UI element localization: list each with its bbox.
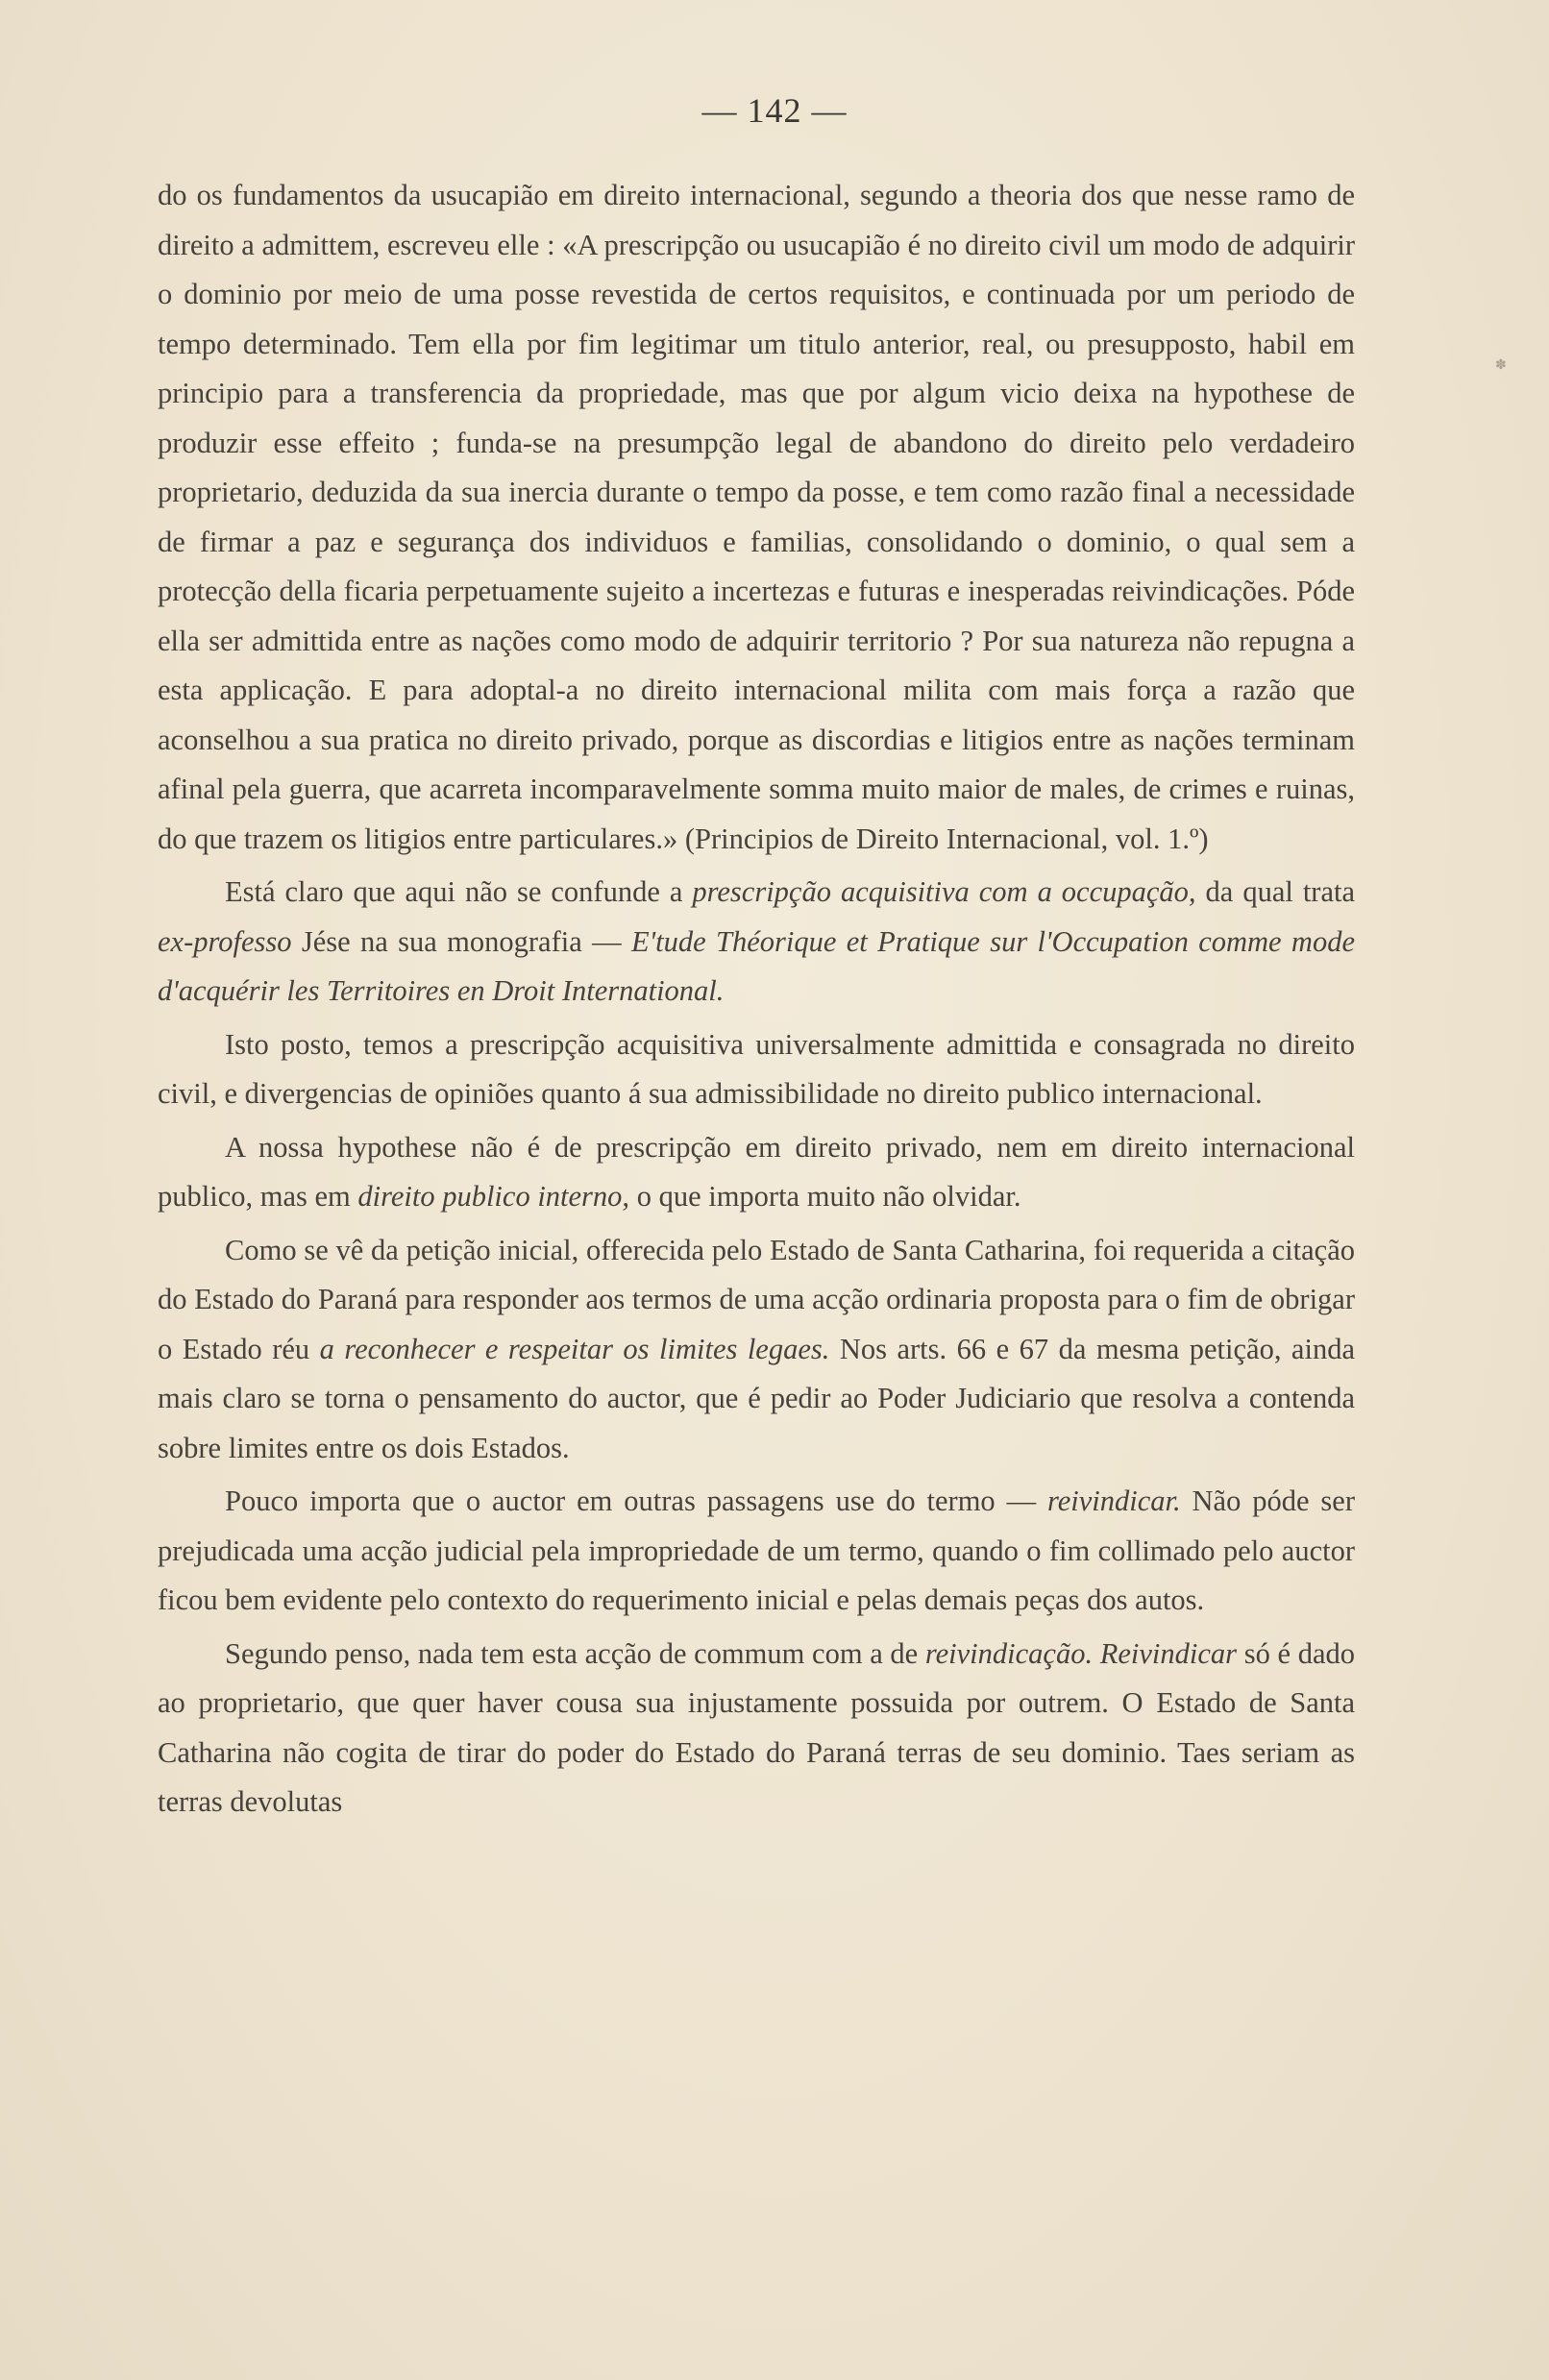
paragraph — [158, 1020, 1355, 1119]
text-run: Está claro que aqui não se confunde a — [225, 875, 693, 908]
text-run: Segundo penso, nada tem esta acção de commum com a de — [225, 1636, 925, 1670]
page-number: — 142 — — [701, 91, 848, 130]
italic-text: prescripção acquisitiva com a occupação, — [692, 875, 1196, 908]
paragraph — [158, 171, 1355, 864]
paragraph — [158, 1630, 1355, 1828]
text-run: só é dado ao proprietario, que quer haver cousa sua injustamente possuida por outrem. O Estado de Santa Catharina não cogita de tirar do poder do Estado do Paraná terras de seu dominio. Taes seriam as terras devolutas — [158, 1636, 1355, 1818]
text-run: Como se vê da petição inicial, offerecida pelo Estado de Santa Catharina, foi requerida a citação do Estado do Paraná para responder aos termos de uma acção ordinaria proposta para o fim de obrigar o Estado réu — [158, 1233, 1355, 1365]
text-run: Pouco importa que o auctor em outras passagens use do termo — — [225, 1484, 1047, 1517]
italic-text: direito publico interno, — [357, 1180, 630, 1213]
text-run: Jése na sua monografia — — [291, 924, 631, 958]
italic-text: a reconhecer e respeitar os limites legaes. — [319, 1332, 830, 1365]
text-run: Isto posto, temos a prescripção acquisitiva universalmente admittida e consagrada no direito civil, e divergencias de opiniões quanto á sua admissibilidade no direito publico internacional. — [158, 1027, 1355, 1110]
text-run: Não póde ser prejudicada uma acção judicial pela impropriedade de um termo, quando o fim collimado pelo auctor ficou bem evidente pelo contexto do requerimento inicial e pelas demais peças dos autos. — [158, 1484, 1355, 1616]
text-run: Nos arts. 66 e 67 da mesma petição, ainda mais claro se torna o pensamento do auctor, que é pedir ao Poder Judiciario que resolva a contenda sobre limites entre os dois Estados. — [158, 1332, 1355, 1464]
paragraph — [158, 1477, 1355, 1626]
ink-smudge-mark: ✽ — [1495, 358, 1507, 373]
paragraph — [158, 868, 1355, 1017]
paragraph — [158, 1123, 1355, 1222]
italic-text: ex-professo — [158, 924, 292, 958]
italic-text: reivindicação. Reivindicar — [924, 1636, 1238, 1670]
italic-text: E'tude Théorique et Pratique sur l'Occupation comme mode d'acquérir les Territoires en Droit International. — [158, 924, 1355, 1007]
text-run: o que importa muito não olvidar. — [629, 1180, 1021, 1213]
text-run: A nossa hypothese não é de prescripção em direito privado, nem em direito internacional publico, mas em — [158, 1130, 1355, 1213]
text-run: do os fundamentos da usucapião em direito internacional, segundo a theoria dos que nesse ramo de direito a admittem, escreveu elle : «A prescripção ou usucapião é no direito civil um modo de adquirir o dominio por meio de uma posse revestida de certos requisitos, e continuada por um periodo de tempo determinado. Tem ella por fim legitimar um titulo anterior, real, ou presupposto, habil em principio para a transferencia da propriedade, mas que por algum vicio deixa na hypothese de produzir esse effeito ; funda-se na presumpção legal de abandono do direito pelo verdadeiro proprietario, deduzida da sua inercia durante o tempo da posse, e tem como razão final a necessidade de firmar a paz e segurança dos individuos e familias, consolidando o dominio, o qual sem a protecção della ficaria perpetuamente sujeito a incertezas e futuras e inesperadas reivindicações. Póde ella ser admittida entre as nações como modo de adquirir territorio ? Por sua natureza não repugna a esta applicação. E para adoptal-a no direito internacional milita com mais força a razão que aconselhou a sua pratica no direito privado, porque as discordias e litigios entre as nações terminam afinal pela guerra, que acarreta incomparavelmente somma muito maior de males, de crimes e ruinas, do que trazem os litigios entre particulares.» (Principios de Direito Internacional, vol. 1.º) — [158, 179, 1355, 855]
text-run: da qual trata — [1195, 875, 1356, 908]
body-text — [158, 171, 1355, 1828]
italic-text: reivindicar. — [1046, 1484, 1181, 1517]
paragraph — [158, 1226, 1355, 1474]
